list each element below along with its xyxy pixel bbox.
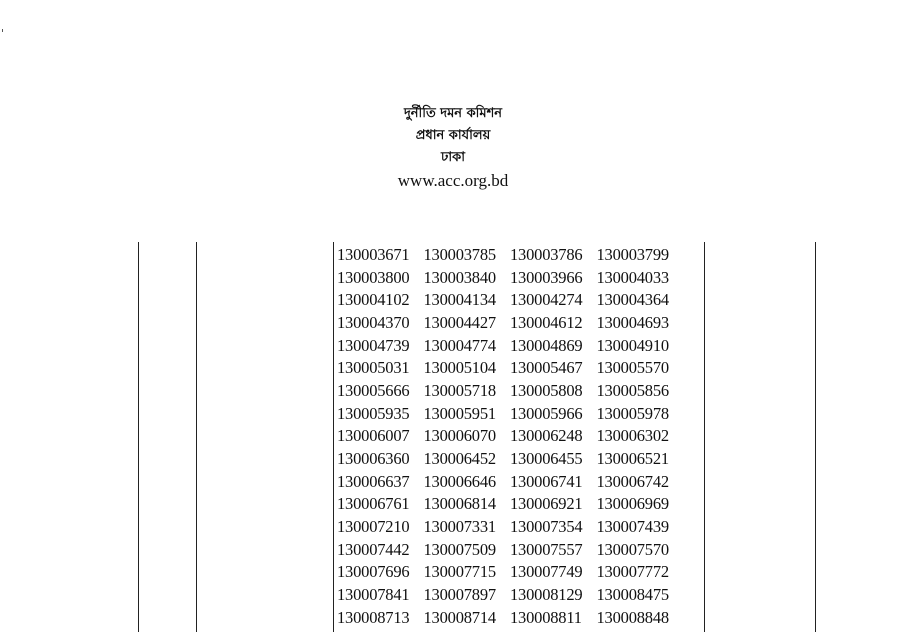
roll-number: 130004134 [423, 290, 496, 310]
roll-number: 130006452 [423, 448, 496, 468]
roll-number: 130006007 [337, 426, 410, 446]
roll-number: 130005104 [423, 358, 496, 378]
roll-number: 130006921 [510, 494, 583, 514]
table-border-line [333, 242, 334, 632]
website-url: www.acc.org.bd [397, 171, 509, 190]
roll-number: 130008475 [596, 584, 669, 604]
number-row [337, 335, 699, 358]
number-row [337, 516, 699, 539]
roll-number: 130005978 [596, 403, 669, 423]
number-row [337, 607, 699, 630]
roll-number: 130006521 [596, 448, 669, 468]
roll-number: 130004274 [510, 290, 583, 310]
roll-number: 130005856 [596, 380, 669, 400]
roll-number: 130005808 [510, 380, 583, 400]
roll-number: 130007897 [423, 584, 496, 604]
number-row [337, 403, 699, 426]
roll-number: 130003799 [596, 245, 669, 264]
roll-number: 130004370 [337, 312, 410, 332]
table-border-line [704, 242, 705, 632]
roll-number: 130006455 [510, 448, 583, 468]
roll-number: 130005666 [337, 380, 410, 400]
roll-number: 130003786 [510, 245, 583, 264]
roll-number: 130005570 [596, 358, 669, 378]
roll-number: 130005718 [423, 380, 496, 400]
roll-number: 130008811 [510, 607, 582, 627]
org-name: দুর্নীতি দমন কমিশন [403, 106, 503, 121]
roll-number: 130003671 [337, 245, 410, 264]
roll-number: 130006248 [510, 426, 583, 446]
roll-number: 130003966 [510, 267, 583, 287]
roll-number: 130006742 [596, 471, 669, 491]
number-row [337, 267, 699, 290]
table-border-line [196, 242, 197, 632]
roll-number: 130008713 [337, 607, 410, 627]
number-row [337, 561, 699, 584]
roll-number: 130004102 [337, 290, 410, 310]
number-row [337, 244, 699, 267]
roll-number: 130007354 [510, 516, 583, 536]
roll-number: 130004427 [423, 312, 496, 332]
number-row [337, 539, 699, 562]
roll-number: 130006070 [423, 426, 496, 446]
table-border-line [815, 242, 816, 632]
roll-number: 130008714 [423, 607, 496, 627]
roll-number: 130004774 [423, 335, 496, 355]
roll-number: 130006761 [337, 494, 410, 514]
number-row [337, 448, 699, 471]
roll-number: 130005031 [337, 358, 410, 378]
roll-number: 130005467 [510, 358, 583, 378]
table-border-line [138, 242, 139, 632]
roll-number: 130005951 [423, 403, 496, 423]
roll-number: 130007749 [510, 562, 583, 582]
roll-number: 130005935 [337, 403, 410, 423]
roll-number: 130004869 [510, 335, 583, 355]
number-row [337, 357, 699, 380]
office-name: প্রধান কার্যালয় [415, 128, 491, 143]
roll-number: 130003800 [337, 267, 410, 287]
roll-number: 130007331 [423, 516, 496, 536]
roll-number: 130004910 [596, 335, 669, 355]
roll-number: 130007509 [423, 539, 496, 559]
roll-number: 130006646 [423, 471, 496, 491]
number-row [337, 584, 699, 607]
roll-number: 130007570 [596, 539, 669, 559]
roll-number: 130006360 [337, 448, 410, 468]
number-row [337, 425, 699, 448]
roll-number: 130005966 [510, 403, 583, 423]
roll-number: 130004612 [510, 312, 583, 332]
roll-number: 130006637 [337, 471, 410, 491]
number-row [337, 493, 699, 516]
scan-speck [2, 29, 3, 32]
roll-number: 130006741 [510, 471, 583, 491]
roll-number: 130007439 [596, 516, 669, 536]
roll-number: 130004364 [596, 290, 669, 310]
roll-number: 130008129 [510, 584, 583, 604]
roll-number: 130007841 [337, 584, 410, 604]
number-row [337, 471, 699, 494]
roll-number: 130004693 [596, 312, 669, 332]
roll-number: 130007696 [337, 562, 410, 582]
number-row [337, 312, 699, 335]
number-row [337, 289, 699, 312]
city-name: ঢাকা [441, 150, 465, 165]
roll-number: 130008848 [596, 607, 669, 627]
roll-number: 130006814 [423, 494, 496, 514]
roll-number: 130003785 [423, 245, 496, 264]
roll-number: 130007210 [337, 516, 410, 536]
roll-number: 130003840 [423, 267, 496, 287]
roll-number: 130004739 [337, 335, 410, 355]
roll-number: 130007557 [510, 539, 583, 559]
roll-number: 130006302 [596, 426, 669, 446]
roll-number: 130004033 [596, 267, 669, 287]
roll-number-list [337, 244, 699, 629]
roll-number: 130007772 [596, 562, 669, 582]
number-row [337, 380, 699, 403]
roll-number: 130007715 [423, 562, 496, 582]
roll-number: 130007442 [337, 539, 410, 559]
roll-number: 130006969 [596, 494, 669, 514]
